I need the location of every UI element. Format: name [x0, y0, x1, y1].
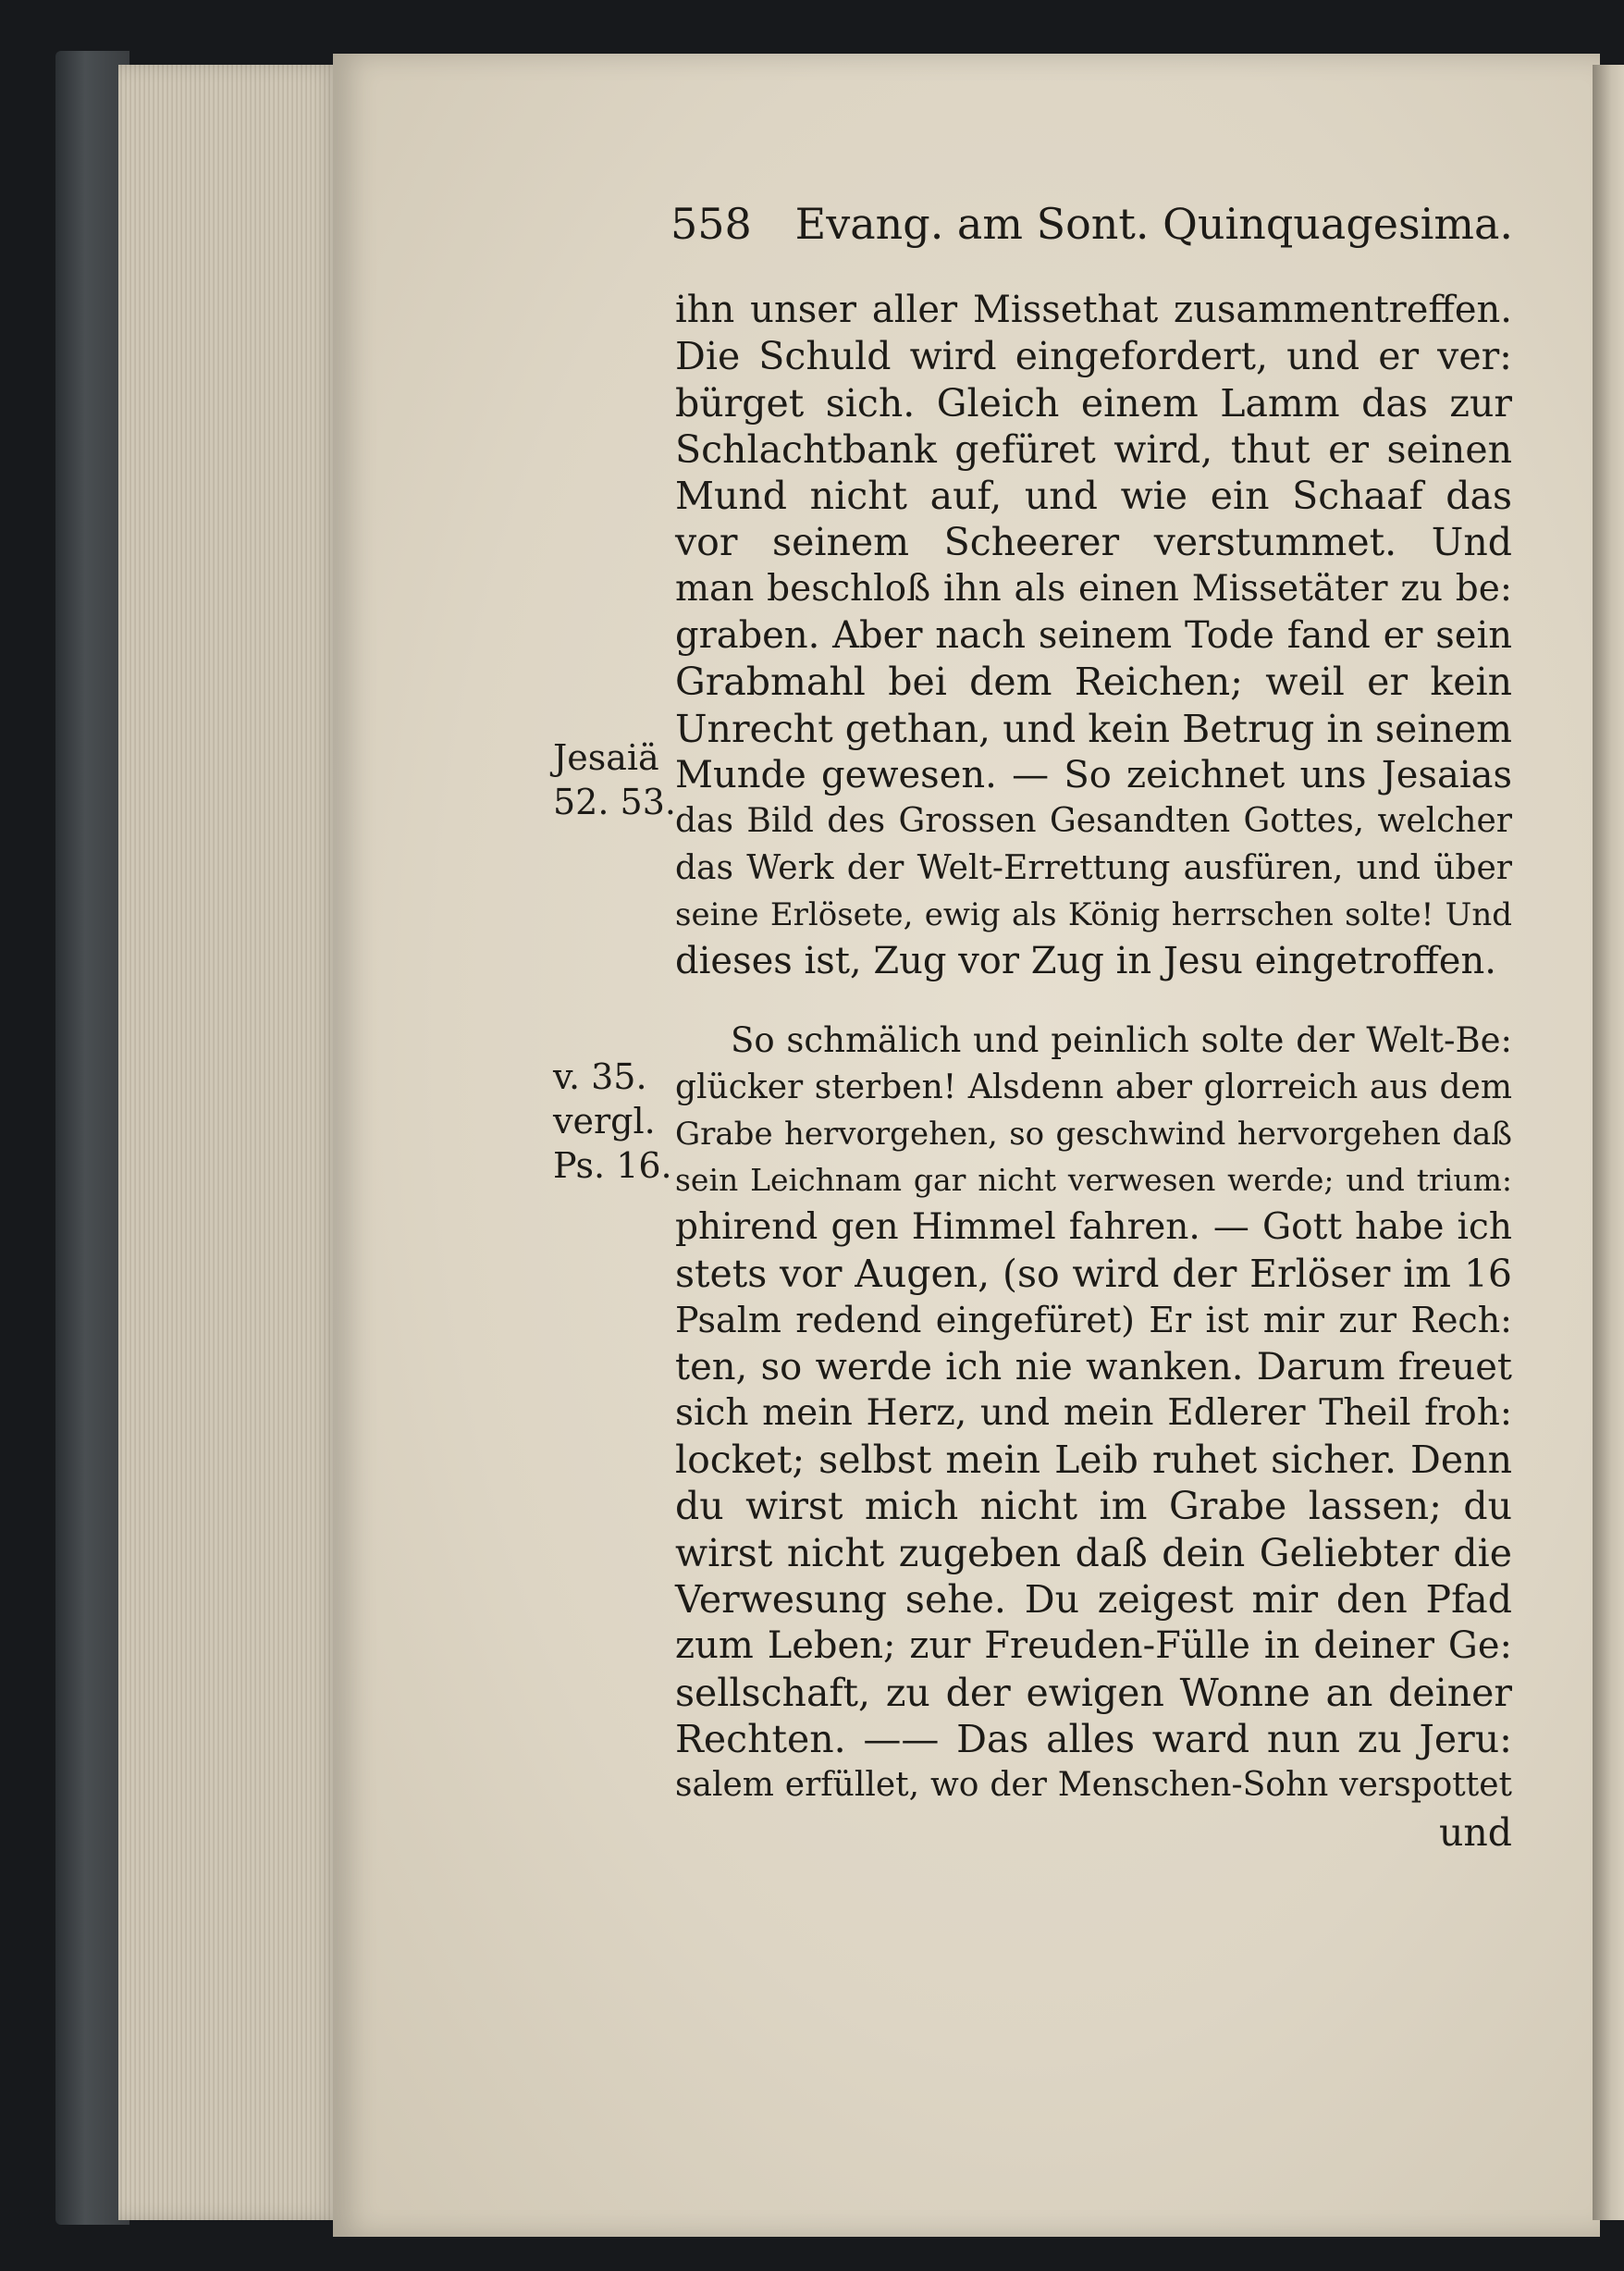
text-line: Unrecht gethan, und kein Betrug in seinem	[675, 706, 1512, 751]
text-line: locket; selbst mein Leib ruhet sicher. Denn	[675, 1438, 1512, 1483]
margin-note-line: Ps. 16.	[553, 1145, 672, 1186]
text-line: phirend gen Himmel fahren. — Gott habe ich	[675, 1205, 1512, 1248]
text-line: Grabmahl bei dem Reichen; weil er kein	[675, 660, 1512, 705]
text-line: Schlachtbank gefüret wird, thut er seinen	[675, 426, 1512, 472]
text-line: das Bild des Grossen Gesandten Gottes, welcher	[675, 802, 1512, 841]
text-line: wirst nicht zugeben daß dein Geliebter die	[675, 1530, 1512, 1575]
text-line: glücker sterben! Alsdenn aber glorreich aus dem	[675, 1068, 1512, 1106]
margin-note-line: vergl.	[553, 1101, 656, 1142]
text-line: man beschloß ihn als einen Missetäter zu be:	[675, 567, 1512, 610]
text-line: zum Leben; zur Freuden-Fülle in deiner Ge:	[675, 1624, 1512, 1668]
running-title: Evang. am Sont. Quinquagesima.	[794, 199, 1513, 249]
text-line: das Werk der Welt-Errettung ausfüren, und über	[675, 848, 1512, 887]
margin-note-line: v. 35.	[553, 1056, 647, 1097]
text-line: Munde gewesen. — So zeichnet uns Jesaias	[675, 753, 1512, 796]
page-body	[675, 287, 1512, 1856]
text-line: graben. Aber nach seinem Tode fand er sein	[675, 614, 1512, 658]
text-line: So schmälich und peinlich solte der Welt-Be:	[731, 1020, 1512, 1061]
text-line: vor seinem Scheerer verstummet. Und	[675, 520, 1512, 565]
catchword: und	[1438, 1809, 1512, 1855]
margin-note-line: 52. 53.	[553, 782, 676, 822]
text-line: seine Erlösete, ewig als König herrschen solte! Und	[675, 895, 1512, 933]
running-header	[671, 199, 1521, 249]
paragraph-2	[675, 1018, 1512, 1808]
facing-page-edge	[1593, 65, 1624, 2220]
text-line: Grabe hervorgehen, so geschwind hervorgehen daß	[675, 1116, 1512, 1154]
text-line: ten, so werde ich nie wanken. Darum freuet	[675, 1345, 1512, 1389]
text-line: sich mein Herz, und mein Edlerer Theil froh:	[675, 1391, 1512, 1434]
text-line: du wirst mich nicht im Grabe lassen; du	[675, 1484, 1512, 1529]
text-line: sein Leichnam gar nicht verwesen werde; und trium:	[675, 1162, 1512, 1199]
margin-note-jesaia	[553, 735, 676, 824]
text-line: Die Schuld wird eingefordert, und er ver:	[675, 334, 1512, 379]
text-line: stets vor Augen, (so wird der Erlöser im 16	[675, 1251, 1512, 1296]
text-line: Psalm redend eingefüret) Er ist mir zur Rech:	[675, 1300, 1512, 1341]
text-line: dieses ist, Zug vor Zug in Jesu eingetroffen.	[675, 940, 1496, 983]
text-line: Verwesung sehe. Du zeigest mir den Pfad	[675, 1577, 1512, 1623]
page-edges	[118, 65, 340, 2220]
margin-note-psalm	[553, 1055, 672, 1188]
text-line: sellschaft, zu der ewigen Wonne an deiner	[675, 1670, 1512, 1715]
text-line: bürget sich. Gleich einem Lamm das zur	[675, 380, 1512, 426]
paragraph-1	[675, 287, 1512, 984]
text-line: ihn unser aller Missethat zusammentreffen.	[675, 289, 1512, 331]
text-line: Rechten. —— Das alles ward nun zu Jeru:	[675, 1716, 1512, 1761]
text-line: Mund nicht auf, und wie ein Schaaf das	[675, 474, 1512, 519]
text-line: salem erfüllet, wo der Menschen-Sohn verspottet	[675, 1766, 1512, 1805]
page-number: 558	[671, 199, 752, 249]
margin-note-line: Jesaiä	[553, 737, 659, 778]
